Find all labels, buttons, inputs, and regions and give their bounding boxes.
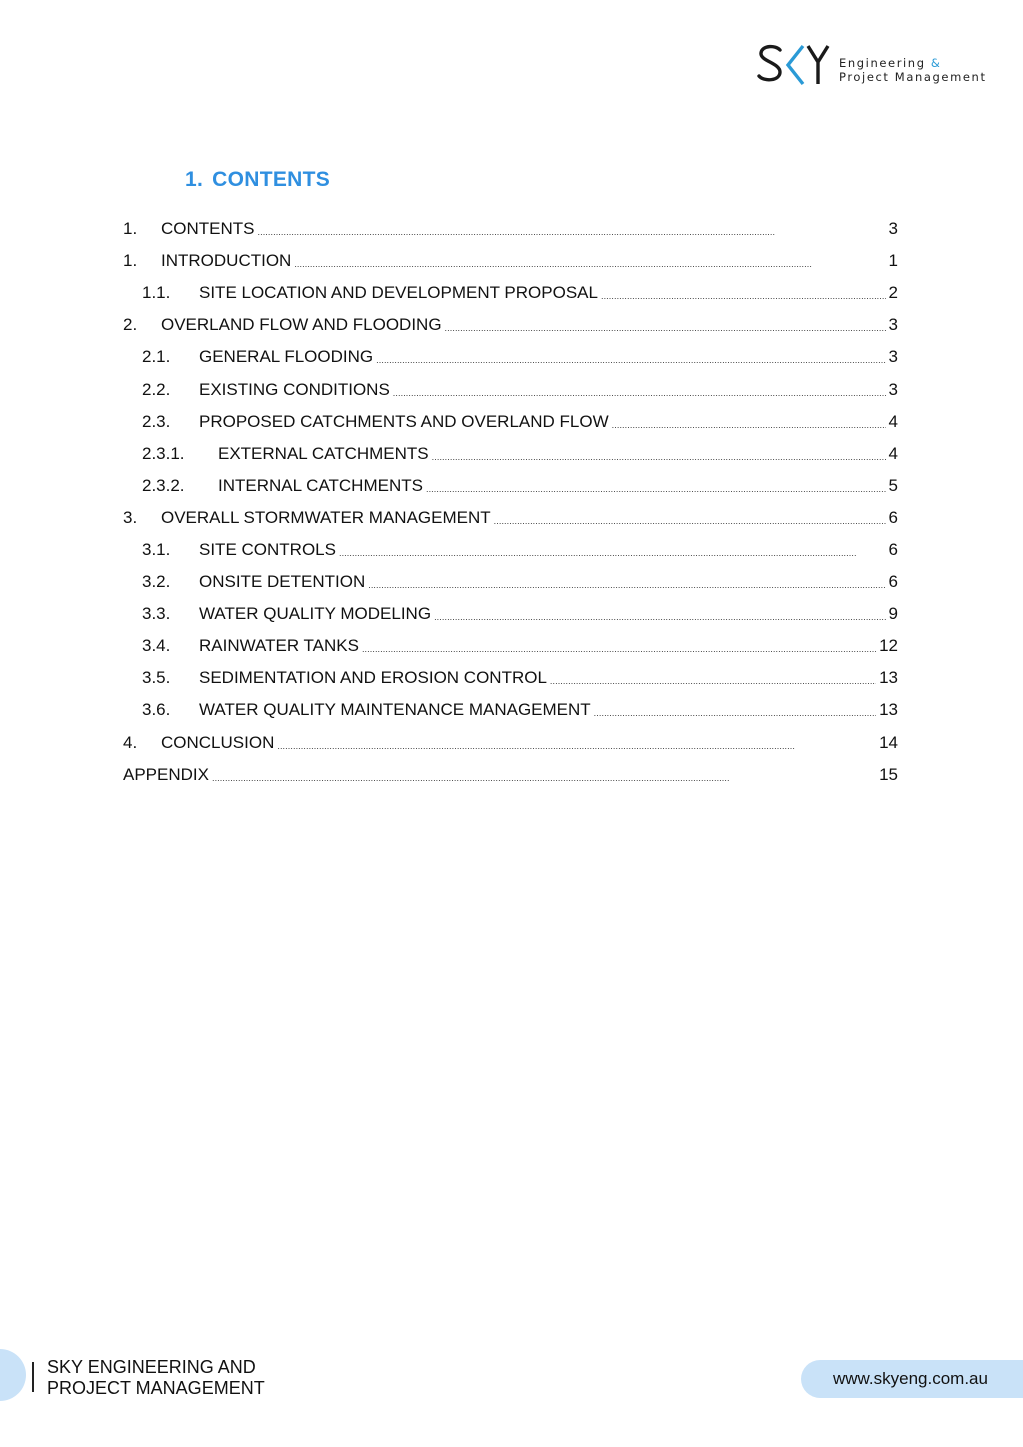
toc-entry-title: PROPOSED CATCHMENTS AND OVERLAND FLOW	[199, 411, 609, 431]
toc-entry-title: SITE CONTROLS	[199, 539, 336, 559]
toc-entry-number: 3.4.	[142, 636, 171, 656]
toc-entry-title: WATER QUALITY MAINTENANCE MANAGEMENT	[199, 700, 591, 720]
footer-company-name	[47, 1357, 265, 1399]
toc-entry-page: 3	[888, 379, 898, 399]
toc-entry[interactable]	[123, 727, 898, 759]
toc-entry[interactable]	[123, 406, 898, 438]
toc-entry-page: 15	[879, 764, 898, 784]
toc-entry-page: 12	[879, 636, 898, 656]
toc-entry[interactable]	[123, 373, 898, 405]
toc-entry-page: 4	[888, 443, 898, 463]
sky-logo-mark	[756, 40, 836, 96]
logo-ampersand: &	[930, 56, 942, 70]
toc-dot-leader	[362, 636, 876, 656]
toc-entry-title: EXISTING CONDITIONS	[199, 379, 390, 399]
toc-entry-number: 3.6.	[142, 700, 171, 720]
toc-entry[interactable]	[123, 566, 898, 598]
toc-entry-page: 6	[888, 539, 898, 559]
toc-entry-page: 9	[888, 604, 898, 624]
footer-circle-decoration	[0, 1349, 26, 1401]
toc-entry-page: 4	[888, 411, 898, 431]
toc-dot-leader	[550, 668, 876, 688]
toc-entry-number: 2.3.2.	[142, 475, 185, 495]
toc-dot-leader	[601, 283, 886, 303]
toc-dot-leader	[277, 733, 876, 753]
toc-entry-number: 3.1.	[142, 539, 171, 559]
toc-dot-leader	[445, 315, 886, 335]
toc-entry-title: CONCLUSION	[161, 732, 275, 752]
toc-entry-number: 3.3.	[142, 604, 171, 624]
toc-entry[interactable]	[123, 341, 898, 373]
toc-dot-leader	[212, 765, 876, 785]
toc-entry-title: GENERAL FLOODING	[199, 347, 374, 367]
toc-entry-number: 1.	[123, 251, 138, 271]
toc-entry-title: SEDIMENTATION AND EROSION CONTROL	[199, 668, 547, 688]
toc-dot-leader	[368, 572, 885, 592]
footer-divider	[32, 1362, 34, 1392]
toc-entry-page: 14	[879, 732, 898, 752]
toc-entry-number: 2.2.	[142, 379, 171, 399]
toc-entry-number: 4.	[123, 732, 138, 752]
toc-entry[interactable]	[123, 470, 898, 502]
toc-entry-page: 6	[888, 572, 898, 592]
toc-dot-leader	[339, 540, 886, 560]
toc-entry-number: 3.	[123, 507, 138, 527]
toc-entry-number: 3.5.	[142, 668, 171, 688]
toc-dot-leader	[594, 700, 876, 720]
toc-entry-title: APPENDIX	[123, 764, 209, 784]
toc-entry-page: 3	[888, 347, 898, 367]
toc-entry-page: 3	[888, 315, 898, 335]
table-of-contents	[123, 213, 898, 791]
footer-company-line-1: SKY ENGINEERING AND	[47, 1357, 256, 1377]
toc-entry[interactable]	[123, 213, 898, 245]
logo-line-2: Project Management	[839, 70, 987, 84]
toc-entry[interactable]	[123, 309, 898, 341]
toc-entry-title: EXTERNAL CATCHMENTS	[218, 443, 429, 463]
toc-entry-title: ONSITE DETENTION	[199, 572, 366, 592]
toc-entry[interactable]	[123, 694, 898, 726]
toc-entry-title: OVERLAND FLOW AND FLOODING	[161, 315, 442, 335]
toc-entry-title: SITE LOCATION AND DEVELOPMENT PROPOSAL	[199, 283, 598, 303]
toc-entry[interactable]	[123, 438, 898, 470]
toc-entry[interactable]	[123, 277, 898, 309]
toc-entry-title: INTERNAL CATCHMENTS	[218, 475, 423, 495]
toc-entry[interactable]	[123, 245, 898, 277]
toc-entry-number: 1.1.	[142, 283, 171, 303]
toc-entry-title: CONTENTS	[161, 219, 255, 239]
page-title-text: CONTENTS	[212, 168, 331, 191]
company-logo	[756, 40, 1006, 96]
page-title-number: 1.	[185, 168, 204, 191]
toc-entry-number: 2.	[123, 315, 138, 335]
toc-entry-title: OVERALL STORMWATER MANAGEMENT	[161, 507, 491, 527]
logo-wordmark	[839, 56, 987, 84]
toc-dot-leader	[426, 476, 886, 496]
toc-dot-leader	[376, 347, 885, 367]
toc-entry-page: 5	[888, 475, 898, 495]
footer-website-link[interactable]: www.skyeng.com.au	[833, 1369, 988, 1388]
toc-dot-leader	[494, 508, 886, 528]
toc-entry-title: RAINWATER TANKS	[199, 636, 359, 656]
toc-entry-number: 2.3.	[142, 411, 171, 431]
toc-entry-number: 2.3.1.	[142, 443, 185, 463]
logo-line-1: Engineering	[839, 56, 926, 70]
toc-entry-number: 3.2.	[142, 572, 171, 592]
toc-entry-page: 13	[879, 700, 898, 720]
toc-entry-page: 2	[888, 283, 898, 303]
footer-company-line-2: PROJECT MANAGEMENT	[47, 1378, 265, 1398]
toc-entry[interactable]	[123, 534, 898, 566]
toc-entry[interactable]	[123, 630, 898, 662]
toc-entry[interactable]	[123, 759, 898, 791]
toc-entry[interactable]	[123, 598, 898, 630]
toc-dot-leader	[612, 412, 886, 432]
toc-entry-page: 3	[888, 219, 898, 239]
toc-entry-number: 1.	[123, 219, 138, 239]
toc-entry[interactable]	[123, 662, 898, 694]
toc-entry[interactable]	[123, 502, 898, 534]
toc-entry-page: 1	[888, 251, 898, 271]
toc-dot-leader	[294, 251, 885, 271]
toc-dot-leader	[434, 604, 885, 624]
toc-entry-number: 2.1.	[142, 347, 171, 367]
toc-dot-leader	[432, 444, 886, 464]
page-title	[185, 168, 330, 192]
toc-dot-leader	[258, 219, 886, 239]
toc-dot-leader	[393, 380, 886, 400]
toc-entry-title: INTRODUCTION	[161, 251, 292, 271]
toc-entry-title: WATER QUALITY MODELING	[199, 604, 432, 624]
toc-entry-page: 6	[888, 507, 898, 527]
toc-entry-page: 13	[879, 668, 898, 688]
